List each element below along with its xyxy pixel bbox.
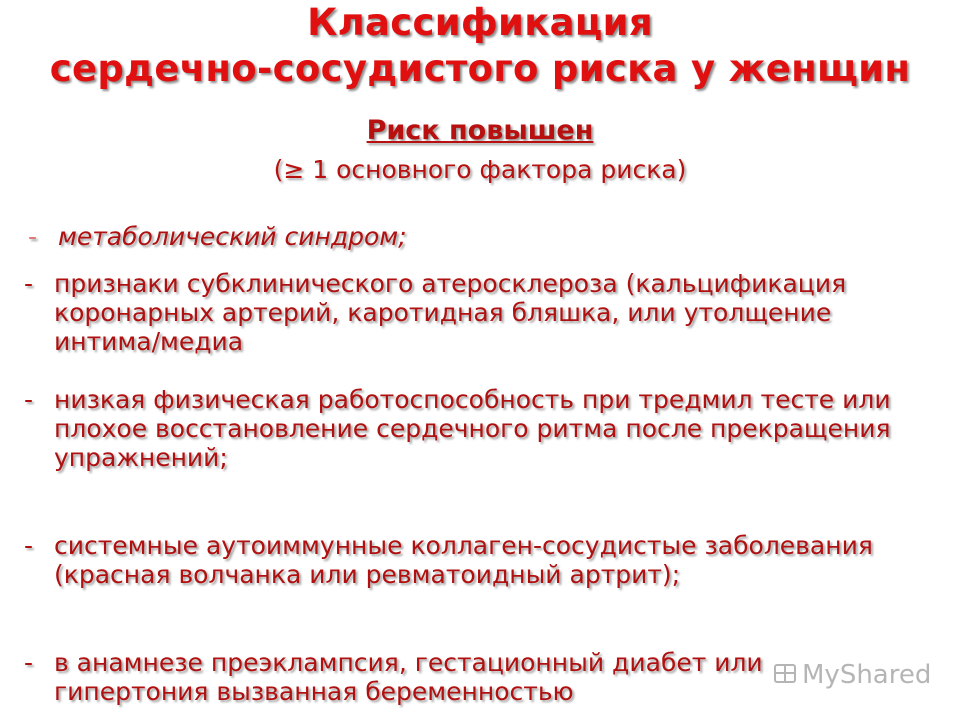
bullet-dash: - [24,269,34,298]
watermark-text: MyShared [802,660,932,690]
title-line-2: сердечно-сосудистого риска у женщин [49,47,911,90]
subtitle: Риск повышен [366,115,594,146]
list-item-text: системные аутоиммунные коллаген-сосудистые заболевания (красная волчанка или ревматоидный артрит); [54,531,873,589]
bullet-dash: - [28,222,38,251]
subtitle-note: (≥ 1 основного фактора риска) [273,155,687,184]
list-item-text: низкая физическая работоспособность при тредмил тесте или плохое восстановление сердечного ритма после прекращения упражнений; [54,385,891,472]
list-item-text: метаболический синдром; [58,222,407,251]
bullet-dash: - [24,385,34,414]
list-item [24,385,924,472]
watermark-logo [772,658,942,692]
list-item-text: в анамнезе преэклампсия, гестационный диабет или гипертония вызванная беременностью [54,648,763,706]
watermark-icon [772,661,798,687]
bullet-dash: - [24,648,34,677]
bullet-dash: - [24,531,34,560]
list-item [24,531,924,589]
list-item [24,269,924,356]
list-item-text: признаки субклинического атеросклероза (кальцификация коронарных артерий, каротидная бляшка, или утолщение интима/медиа [54,269,847,356]
list-item [28,222,928,251]
title-line-1: Классификация [307,1,653,44]
